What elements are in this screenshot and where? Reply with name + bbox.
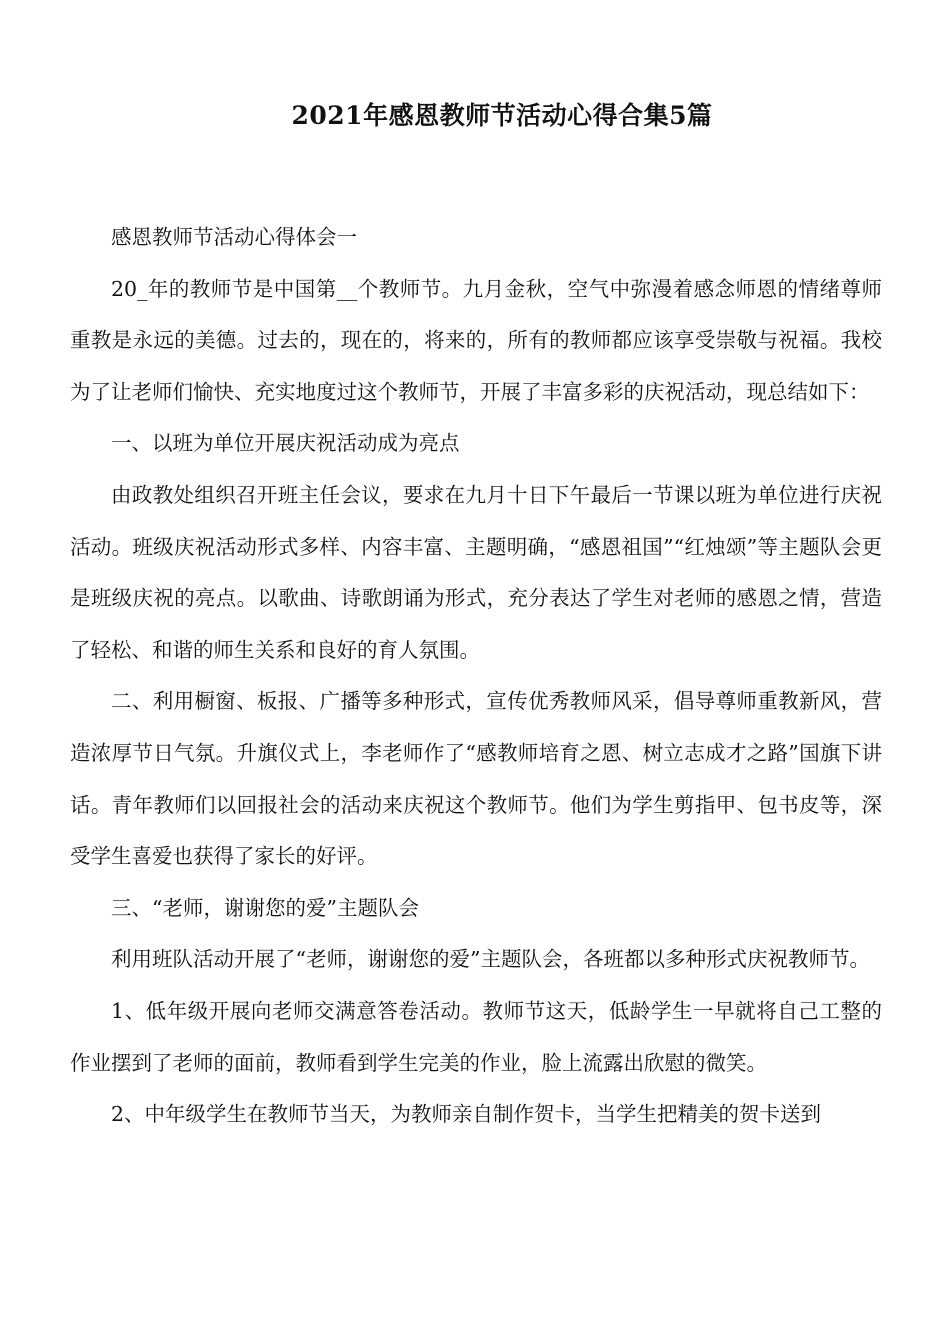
document-title: 2021年感恩教师节活动心得合集5篇: [291, 101, 713, 130]
body-paragraph: 由政教处组织召开班主任会议，要求在九月十日下午最后一节课以班为单位进行庆祝活动。班级庆祝活动形式多样、内容丰富、主题明确，“感恩祖国”“红烛颂”等主题队会更是班级庆祝的亮点。以歌曲、诗歌朗诵为形式，充分表达了学生对老师的感恩之情，营造了轻松、和谐的师生关系和良好的育人氛围。: [70, 482, 882, 662]
body-paragraph: 1、低年级开展向老师交满意答卷活动。教师节这天，低龄学生一早就将自己工整的作业摆到了老师的面前，教师看到学生完美的作业，脸上流露出欣慰的微笑。: [70, 998, 882, 1075]
body-paragraph: 2、中年级学生在教师节当天，为教师亲自制作贺卡，当学生把精美的贺卡送到: [111, 1102, 822, 1127]
body-paragraph: 利用班队活动开展了“老师，谢谢您的爱”主题队会，各班都以多种形式庆祝教师节。: [111, 947, 870, 972]
section-heading: 感恩教师节活动心得体会一: [111, 225, 357, 249]
body-paragraph: 二、利用橱窗、板报、广播等多种形式，宣传优秀教师风采，倡导尊师重教新风，营造浓厚节日气氛。升旗仪式上，李老师作了“感教师培育之恩、树立志成才之路”国旗下讲话。青年教师们以回报社会的活动来庆祝这个教师节。他们为学生剪指甲、包书皮等，深受学生喜爱也获得了家长的好评。: [70, 689, 882, 869]
body-paragraph: 20_年的教师节是中国第__个教师节。九月金秋，空气中弥漫着感念师恩的情绪尊师重教是永远的美德。过去的，现在的，将来的，所有的教师都应该享受崇敬与祝福。我校为了让老师们愉快、充实地度过这个教师节，开展了丰富多彩的庆祝活动，现总结如下：: [70, 276, 882, 404]
document-body: [70, 212, 882, 1141]
section-heading: 一、以班为单位开展庆祝活动成为亮点: [111, 431, 460, 456]
section-heading: 三、“老师，谢谢您的爱”主题队会: [111, 895, 419, 920]
